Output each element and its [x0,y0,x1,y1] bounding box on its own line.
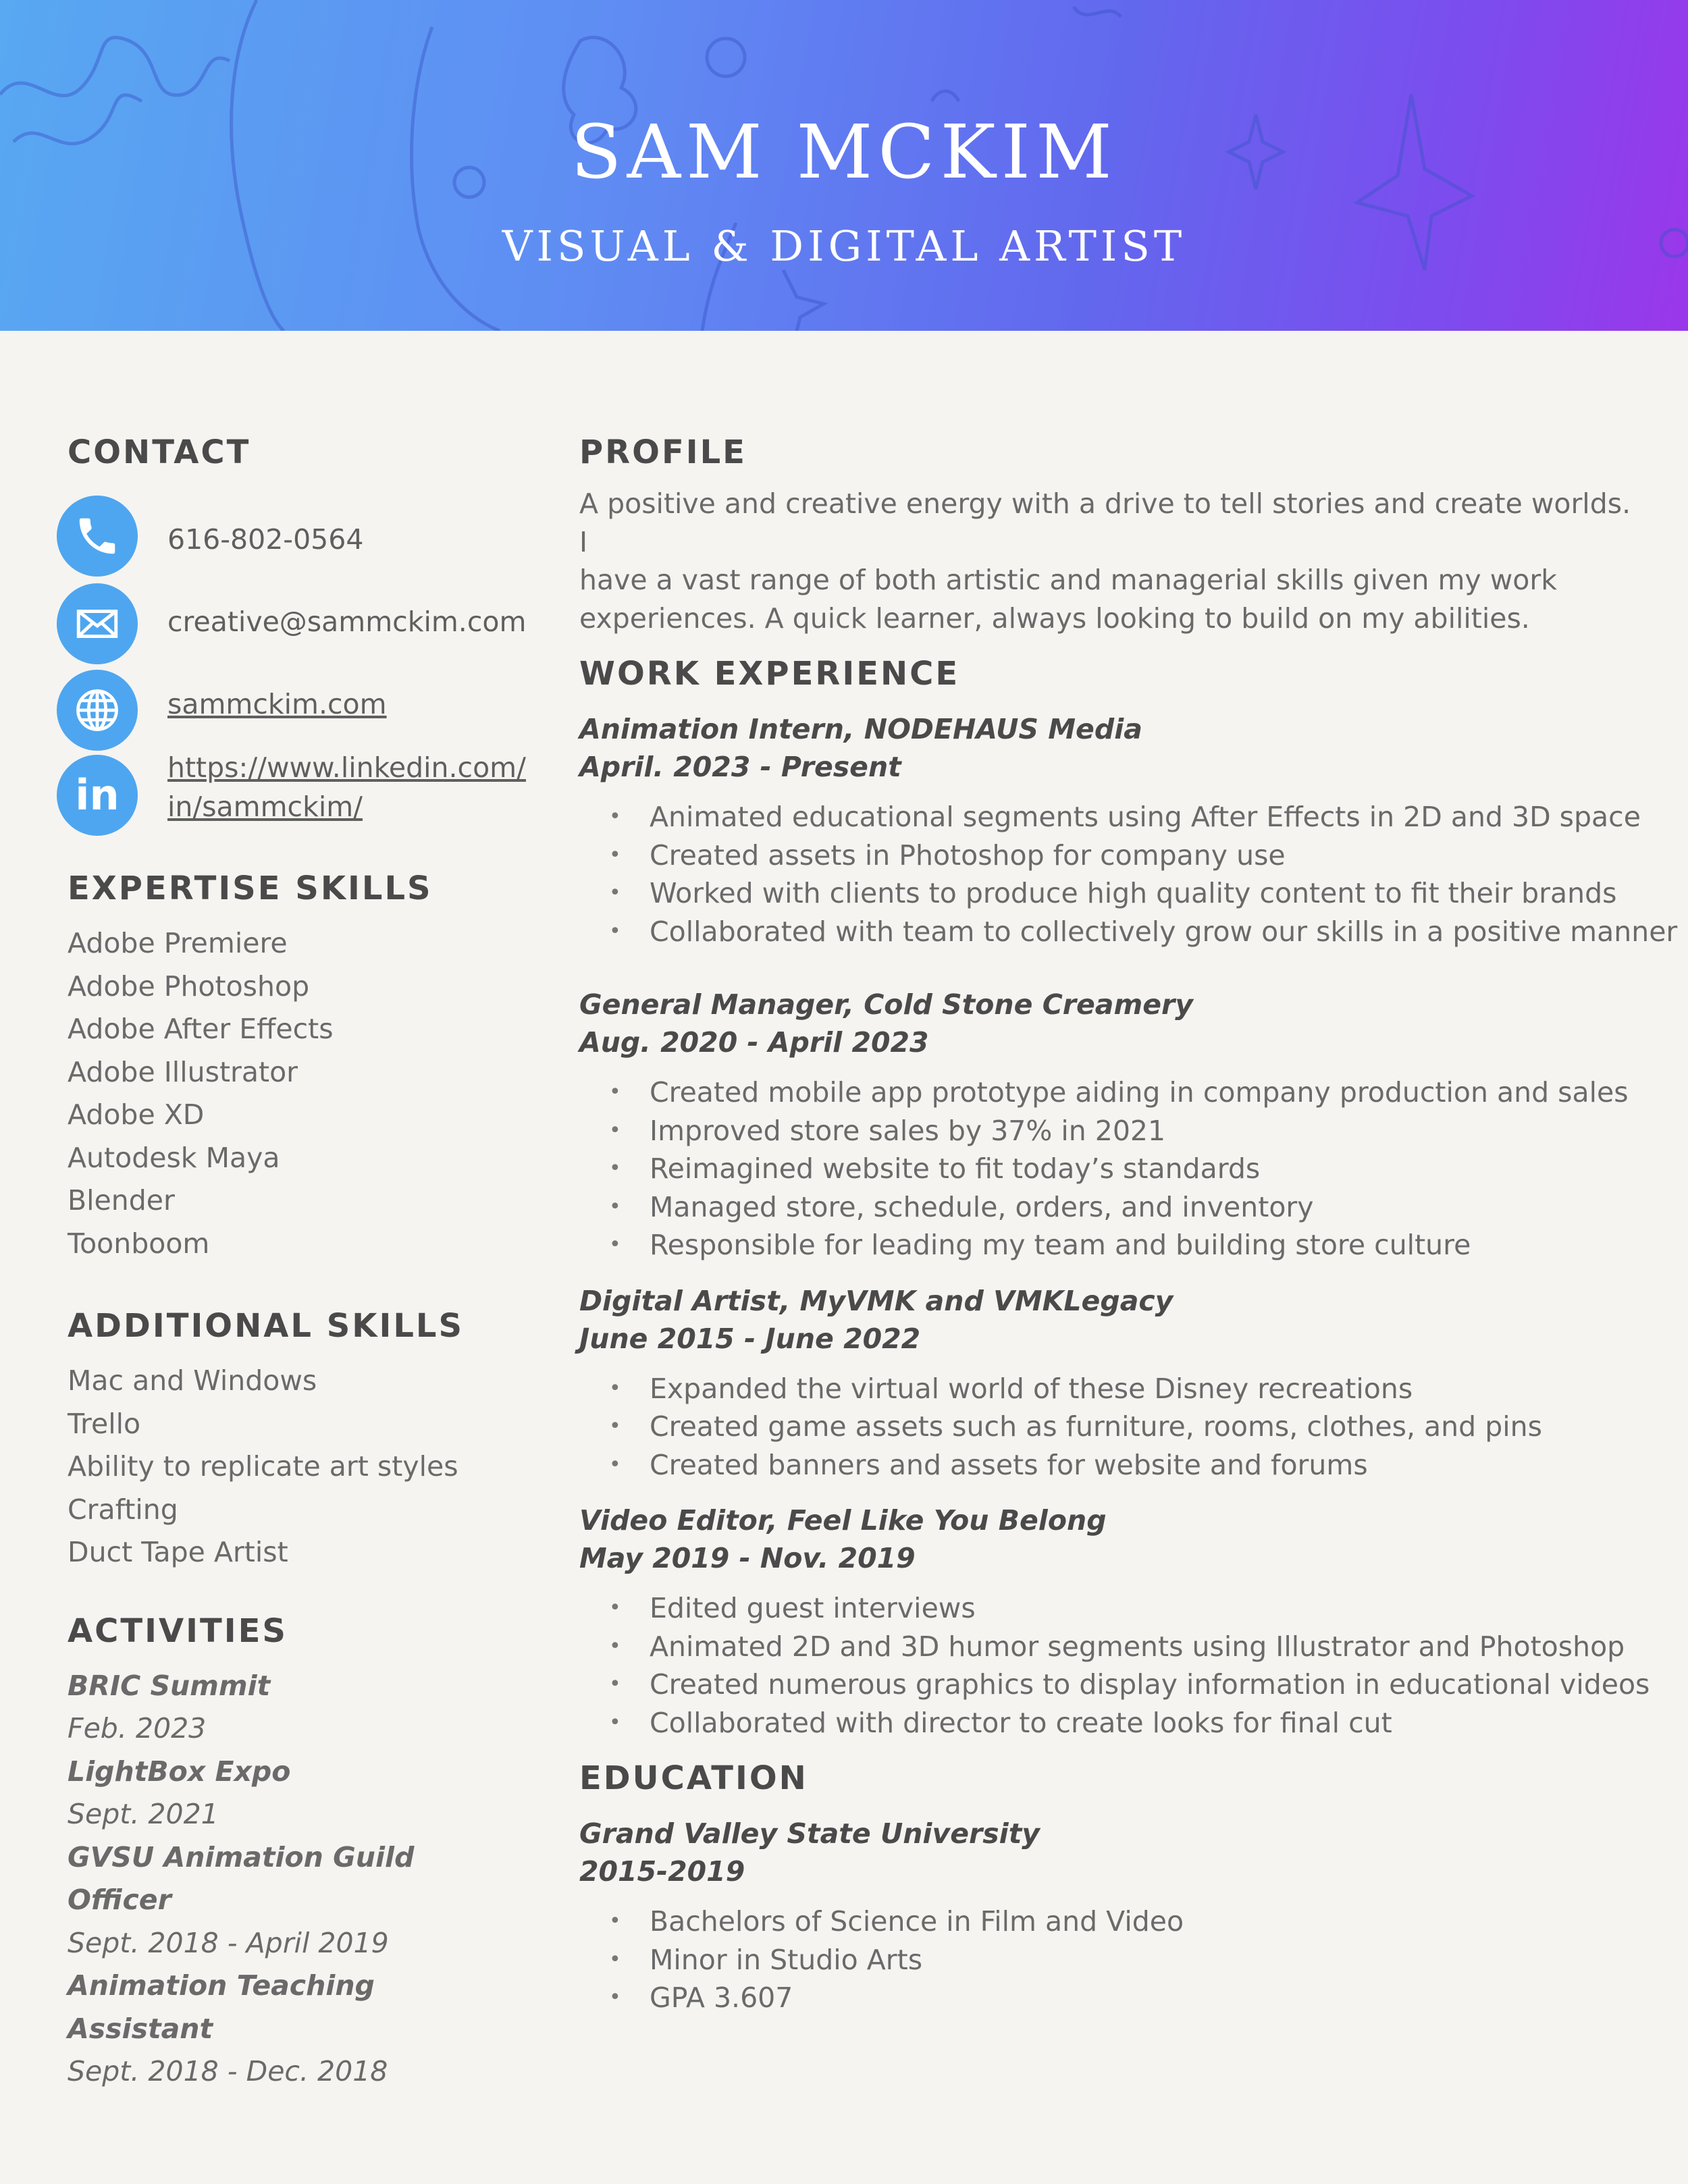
list-item: • Reimagined website to fit today’s standards [579,1150,1646,1188]
globe-icon [57,670,138,751]
bullet-icon: • [609,1194,621,1219]
bullet-icon: • [609,919,621,943]
list-item: Adobe Premiere [68,927,288,959]
list-item: • Managed store, schedule, orders, and inventory [579,1188,1646,1227]
additional-heading: ADDITIONAL SKILLS [68,1307,465,1345]
candidate-title: VISUAL & DIGITAL ARTIST [502,221,1186,271]
profile-heading: PROFILE [579,433,747,471]
job-entry [579,710,1678,951]
bullet-icon: • [609,1452,621,1476]
list-item: • Expanded the virtual world of these Disney recreations [579,1370,1646,1408]
bullet-icon: • [609,881,621,905]
candidate-name: SAM MCKIM [571,109,1117,195]
job-dates: Aug. 2020 - April 2023 [579,1026,929,1059]
list-item: Autodesk Maya [68,1141,280,1174]
left-column [68,425,527,2094]
activity-date: Sept. 2018 - April 2019 [68,1926,389,1959]
bullet-icon: • [609,1947,621,1971]
job-role: Video Editor, Feel Like You Belong [579,1504,1107,1537]
activity-name: BRIC Summit [68,1669,271,1702]
activities-heading: ACTIVITIES [68,1612,288,1650]
school-name: Grand Valley State University [579,1817,1040,1850]
job-entry [579,1282,1646,1485]
list-item: • GPA 3.607 [579,1979,1646,2017]
contact-phone [68,494,527,582]
education-entry [579,1815,1646,2017]
contact-list [68,494,527,852]
list-item: • Created numerous graphics to display information in educational videos [579,1666,1646,1704]
job-bullets [579,798,1678,951]
bullet-icon: • [609,1414,621,1438]
list-item: Mac and Windows [68,1364,317,1397]
contact-email [68,582,527,670]
list-item: • Minor in Studio Arts [579,1941,1646,1979]
list-item: • Collaborated with team to collectively grow our skills in a positive manner [579,913,1646,951]
bullet-icon: • [609,1710,621,1734]
website-link[interactable]: sammckim.com [167,688,387,720]
linkedin-link-line1[interactable]: https://www.linkedin.com/ [167,751,526,784]
bullet-icon: • [609,843,621,867]
job-bullets [579,1073,1646,1264]
profile-line: A positive and creative energy with a drive to tell stories and create worlds. I [579,487,1631,558]
email-icon [57,583,138,664]
job-dates: April. 2023 - Present [579,751,901,783]
list-item: • Created mobile app prototype aiding in company production and sales [579,1073,1646,1112]
job-dates: May 2019 - Nov. 2019 [579,1542,916,1574]
list-item: • Animated educational segments using After Effects in 2D and 3D space [579,798,1646,836]
activity-date: Sept. 2018 - Dec. 2018 [68,2055,388,2087]
list-item: Toonboom [68,1227,210,1260]
job-role: Animation Intern, NODEHAUS Media [579,713,1142,745]
school-years: 2015-2019 [579,1855,745,1888]
bullet-icon: • [609,1156,621,1180]
bullet-icon: • [609,1672,621,1696]
list-item: • Collaborated with director to create looks for final cut [579,1704,1646,1742]
profile-line: have a vast range of both artistic and managerial skills given my work [579,564,1557,596]
list-item: Adobe Photoshop [68,969,310,1003]
linkedin-icon: in [57,755,138,836]
list-item: • Created banners and assets for website and forums [579,1446,1646,1485]
work-heading: WORK EXPERIENCE [579,655,960,693]
job-bullets [579,1370,1646,1485]
list-item: • Improved store sales by 37% in 2021 [579,1112,1646,1150]
phone-icon [57,496,138,577]
activity-name: GVSU Animation Guild Officer [68,1840,415,1916]
expertise-heading: EXPERTISE SKILLS [68,870,433,907]
bullet-icon: • [609,1596,621,1620]
phone-number[interactable]: 616-802-0564 [167,523,364,556]
linkedin-link[interactable] [167,748,526,826]
activity-date: Sept. 2021 [68,1798,219,1830]
list-item: Crafting [68,1493,178,1526]
job-entry [579,986,1646,1264]
activities-list [68,1665,527,2094]
contact-linkedin [68,751,527,852]
profile-line: experiences. A quick learner, always looking to build on my abilities. [579,602,1530,635]
education-bullets [579,1902,1646,2017]
activity-name: Animation Teaching Assistant [68,1969,375,2045]
bullet-icon: • [609,1634,621,1658]
activity-date: Feb. 2023 [68,1712,207,1744]
bullet-icon: • [609,1233,621,1256]
right-column [579,425,1678,2017]
job-entry [579,1501,1650,1742]
email-address[interactable]: creative@sammckim.com [167,606,527,638]
list-item: • Created game assets such as furniture, rooms, clothes, and pins [579,1408,1646,1446]
header-banner [0,0,1688,331]
bullet-icon: • [609,1118,621,1142]
job-role: General Manager, Cold Stone Creamery [579,988,1193,1021]
linkedin-link-line2[interactable]: in/sammckim/ [167,791,363,823]
list-item: • Created assets in Photoshop for company use [579,836,1646,875]
list-item: Blender [68,1184,175,1217]
list-item: Adobe After Effects [68,1013,334,1045]
bullet-icon: • [609,1986,621,2009]
list-item: Ability to replicate art styles [68,1450,458,1483]
bullet-icon: • [609,1080,621,1104]
job-bullets [579,1589,1650,1742]
expertise-list [68,922,527,1265]
job-dates: June 2015 - June 2022 [579,1322,921,1355]
job-role: Digital Artist, MyVMK and VMKLegacy [579,1284,1173,1317]
activity-name: LightBox Expo [68,1755,291,1788]
education-heading: EDUCATION [579,1759,808,1797]
contact-heading: CONTACT [68,433,251,471]
list-item: Duct Tape Artist [68,1536,288,1568]
additional-list [68,1360,527,1574]
list-item: Adobe Illustrator [68,1055,298,1088]
list-item: Adobe XD [68,1098,205,1131]
list-item: • Responsible for leading my team and building store culture [579,1226,1646,1264]
contact-website [68,670,527,757]
list-item: Trello [68,1407,141,1440]
list-item: • Edited guest interviews [579,1589,1646,1628]
profile-text [579,485,1646,637]
bullet-icon: • [609,1376,621,1400]
list-item: • Bachelors of Science in Film and Video [579,1902,1646,1941]
bullet-icon: • [609,805,621,828]
bullet-icon: • [609,1909,621,1933]
list-item: • Animated 2D and 3D humor segments using Illustrator and Photoshop [579,1628,1646,1666]
list-item: • Worked with clients to produce high quality content to fit their brands [579,874,1646,913]
